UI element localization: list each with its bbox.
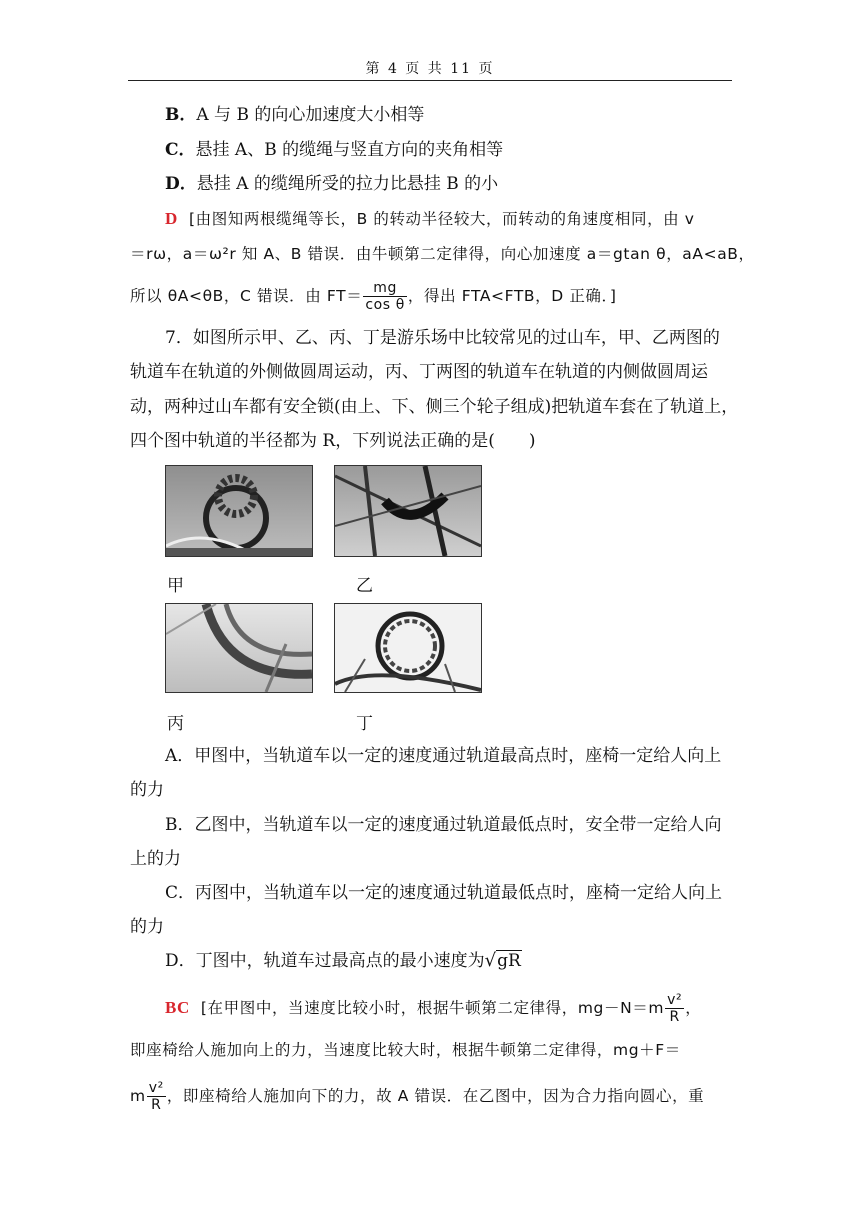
option-label: C． — [165, 140, 196, 160]
answer6-text1: [由图知两根缆绳等长，B 的转动半径较大，而转动的角速度相同，由 v — [188, 210, 695, 228]
q7-option-b-line1: B．乙图中，当轨道车以一定的速度通过轨道最低点时，安全带一定给人向 — [165, 815, 722, 835]
fraction-numerator: mg — [363, 280, 407, 297]
option-text: 悬挂 A 的缆绳所受的拉力比悬挂 B 的小 — [196, 174, 499, 194]
caption-ding: 丁 — [356, 714, 373, 734]
photo-ding — [334, 603, 482, 693]
tension-fraction — [363, 280, 407, 313]
answer7-line2: 即座椅给人施加向上的力，当速度比较大时，根据牛顿第二定律得，mg＋F＝ — [130, 1041, 681, 1059]
option-d-prev — [165, 173, 498, 195]
q7-option-d — [165, 950, 522, 972]
fraction-denominator: cos θ — [365, 297, 405, 313]
q7-line1: 7．如图所示甲、乙、丙、丁是游乐场中比较常见的过山车，甲、乙两图的 — [165, 328, 720, 348]
q7-option-c-line1: C．丙图中，当轨道车以一定的速度通过轨道最低点时，座椅一定给人向上 — [165, 883, 723, 903]
option-label: D． — [165, 174, 197, 194]
caption-jia: 甲 — [167, 576, 184, 596]
sqrt-icon: √ — [484, 950, 497, 971]
photo-bing — [165, 603, 313, 693]
velocity-fraction-2 — [147, 1080, 166, 1113]
answer6-letter: D — [165, 209, 178, 228]
header-divider — [128, 80, 732, 81]
q7-line3: 动，两种过山车都有安全锁(由上、下、侧三个轮子组成)把轨道车套在了轨道上， — [130, 397, 739, 417]
option-text: 悬挂 A、B 的缆绳与竖直方向的夹角相等 — [195, 140, 504, 160]
fraction-denominator: R — [669, 1009, 680, 1025]
sqrt-content: gR — [497, 951, 521, 971]
answer7-letter: BC — [165, 998, 190, 1017]
option-b-prev — [165, 104, 424, 126]
answer7-line1: BC [在甲图中，当速度比较小时，根据牛顿第二定律得，mg－N＝m $\frac{\text{v²}}{R}$ ， — [165, 992, 702, 1025]
fraction-numerator: v² — [148, 1080, 164, 1096]
photo-yi — [334, 465, 482, 557]
fraction-numerator: v² — [667, 992, 683, 1008]
q7-option-c-line2: 的力 — [130, 917, 164, 937]
photo-jia — [165, 465, 313, 557]
q7-line2: 轨道车在轨道的外侧做圆周运动，丙、丁两图的轨道车在轨道的内侧做圆周运 — [130, 362, 708, 382]
answer7-m: m — [130, 1087, 146, 1105]
option-c-prev — [165, 139, 503, 161]
answer6-text3a: 所以 θA<θB，C 错误．由 FT＝ — [130, 287, 363, 305]
option-d-text: D．丁图中，轨道车过最高点的最小速度为 — [165, 951, 485, 971]
caption-bing: 丙 — [167, 714, 184, 734]
q7-option-a-line2: 的力 — [130, 780, 164, 800]
velocity-fraction-1 — [665, 992, 684, 1025]
q7-line4: 四个图中轨道的半径都为 R，下列说法正确的是( ) — [130, 431, 536, 451]
caption-yi: 乙 — [356, 576, 373, 596]
answer6-line3 — [130, 280, 617, 313]
answer6-line1 — [165, 208, 695, 230]
fraction-denominator: R — [151, 1097, 162, 1113]
answer7-text3: ，即座椅给人施加向下的力，故 A 错误．在乙图中，因为合力指向圆心，重 — [166, 1087, 705, 1105]
q7-option-b-line2: 上的力 — [130, 849, 181, 869]
option-label: B． — [165, 105, 197, 125]
q7-option-a-line1: A．甲图中，当轨道车以一定的速度通过轨道最高点时，座椅一定给人向上 — [165, 746, 722, 766]
page-header: 第 4 页 共 11 页 — [365, 61, 495, 77]
option-text: A 与 B 的向心加速度大小相等 — [196, 105, 425, 125]
answer7-line3 — [130, 1080, 704, 1113]
answer6-text3b: ，得出 FTA<FTB，D 正确．] — [407, 287, 617, 305]
answer7-text1: [在甲图中，当速度比较小时，根据牛顿第二定律得，mg－N＝m — [200, 999, 665, 1017]
answer6-line2: ＝rω，a＝ω²r 知 A、B 错误．由牛顿第二定律得，向心加速度 a＝gtan θ，aA<aB， — [130, 245, 755, 263]
